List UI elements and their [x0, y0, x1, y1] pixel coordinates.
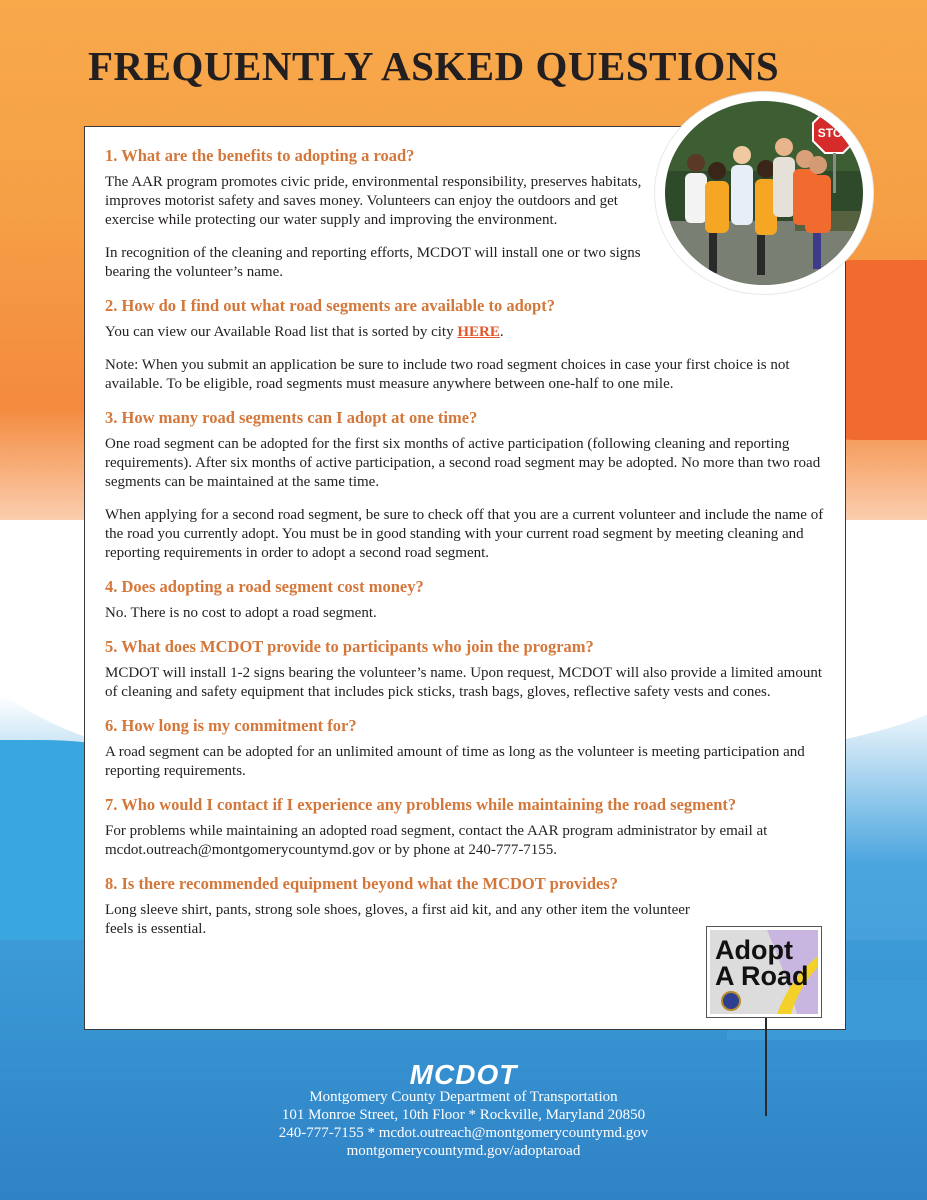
stop-sign-text: STOP — [817, 126, 851, 140]
faq-answer: The AAR program promotes civic pride, environmental responsibility, preserves habitats, improves motorist safety and saves money. Volunteers can enjoy the outdoors and get exercise while protecting our water supply and improving the environment. — [105, 174, 642, 228]
faq-answer: For problems while maintaining an adopted road segment, contact the AAR program administrator by email at mcdot.outreach@montgomerycountymd.gov or by phone at 240-777-7155. — [105, 823, 768, 858]
volunteers-photo-image — [665, 101, 863, 285]
faq-answer: In recognition of the cleaning and reporting efforts, MCDOT will install one or two signs bearing the volunteer’s name. — [105, 245, 641, 280]
footer-contact: 240-777-7155 * mcdot.outreach@montgomerycountymd.gov — [278, 1125, 649, 1141]
county-seal-icon — [722, 992, 740, 1010]
faq-answer-text: You can view our Available Road list that is sorted by city — [105, 324, 454, 340]
faq-item-2 — [105, 296, 833, 394]
faq-answer: When applying for a second road segment, be sure to check off that you are a current volunteer and include the name of the road you currently adopt. You must be in good standing with your current road segment by meeting cleaning and reporting requirements in order to adopt a second road segment. — [105, 507, 824, 561]
page-title: FREQUENTLY ASKED QUESTIONS — [88, 43, 780, 89]
faq-question: 4. Does adopting a road segment cost money? — [105, 577, 424, 596]
faq-answer: A road segment can be adopted for an unlimited amount of time as long as the volunteer is meeting participation and reporting requirements. — [105, 744, 805, 779]
faq-answer: MCDOT will install 1-2 signs bearing the volunteer’s name. Upon request, MCDOT will also provide a limited amount of cleaning and safety equipment that includes pick sticks, trash bags, gloves, reflective safety vests and cones. — [105, 665, 822, 700]
footer — [0, 1059, 927, 1160]
faq-answer: You can view our Available Road list that is sorted by city HERE. — [105, 324, 504, 340]
faq-item-3 — [105, 408, 833, 563]
footer-website[interactable]: montgomerycountymd.gov/adoptaroad — [346, 1143, 581, 1159]
faq-item-4 — [105, 577, 833, 623]
volunteers-photo — [655, 92, 873, 294]
faq-question: 7. Who would I contact if I experience any problems while maintaining the road segment? — [105, 795, 737, 814]
footer-org: Montgomery County Department of Transportation — [309, 1089, 618, 1105]
faq-question: 6. How long is my commitment for? — [105, 716, 357, 735]
faq-question: 1. What are the benefits to adopting a road? — [105, 146, 415, 165]
faq-item-5 — [105, 637, 833, 702]
faq-answer: Note: When you submit an application be sure to include two road segment choices in case your first choice is not available. To be eligible, road segments must measure anywhere between one-half to one mile. — [105, 357, 790, 392]
adopt-a-road-sign — [706, 926, 822, 1018]
faq-item-6 — [105, 716, 833, 781]
faq-question: 2. How do I find out what road segments are available to adopt? — [105, 296, 555, 315]
faq-item-7 — [105, 795, 833, 860]
mcdot-logo: MCDOT — [409, 1059, 518, 1090]
faq-question: 8. Is there recommended equipment beyond what the MCDOT provides? — [105, 874, 619, 893]
faq-answer: Long sleeve shirt, pants, strong sole shoes, gloves, a first aid kit, and any other item the volunteer feels is essential. — [105, 902, 690, 937]
faq-answer: One road segment can be adopted for the first six months of active participation (following cleaning and reporting requirements). After six months of active participation, a second road segment may be adopted. No more than two road segments can be maintained at the same time. — [105, 436, 821, 490]
footer-address: 101 Monroe Street, 10th Floor * Rockville, Maryland 20850 — [281, 1107, 646, 1123]
sign-text-road: A Road — [715, 961, 809, 991]
faq-answer: No. There is no cost to adopt a road segment. — [105, 605, 377, 621]
sign-text-adopt: Adopt — [715, 935, 793, 965]
available-roads-link[interactable]: HERE — [457, 324, 500, 340]
faq-question: 3. How many road segments can I adopt at one time? — [105, 408, 478, 427]
faq-question: 5. What does MCDOT provide to participants who join the program? — [105, 637, 594, 656]
